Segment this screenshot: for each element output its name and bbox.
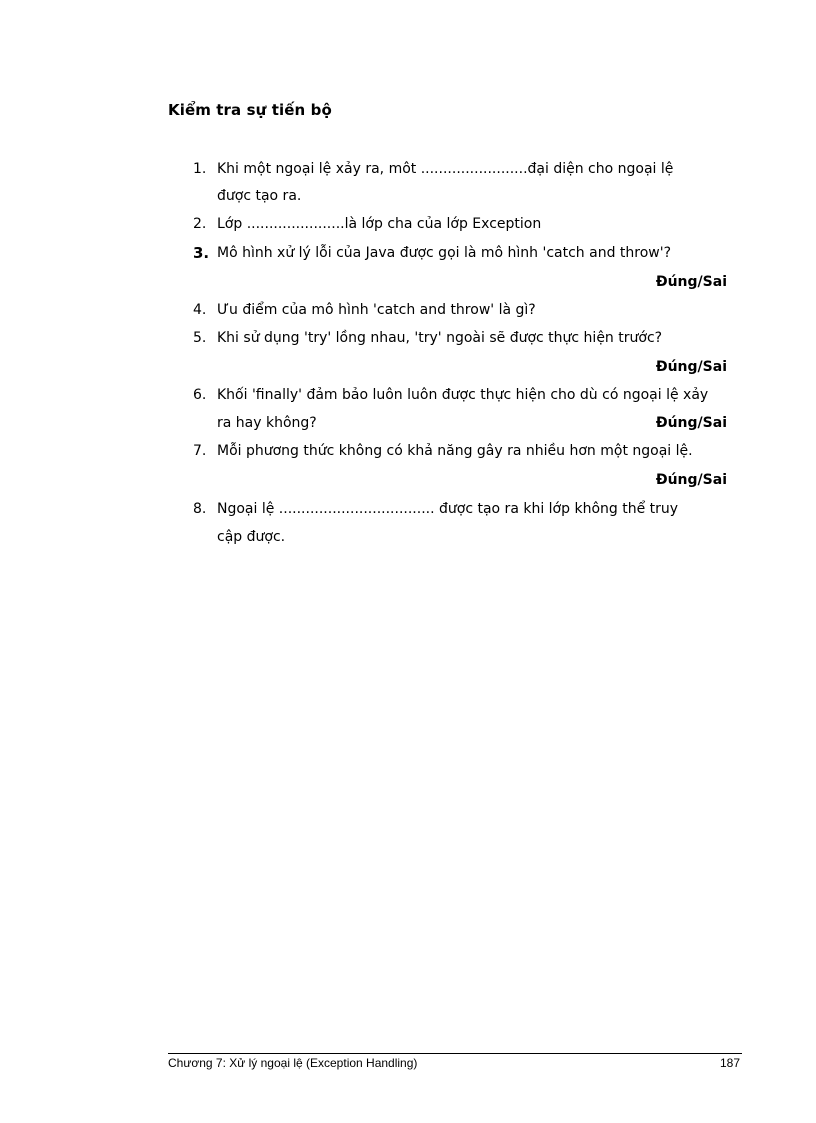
question-text-continued: ra hay không? bbox=[217, 415, 317, 431]
question-number: 8. bbox=[193, 501, 207, 517]
true-false-answer: Đúng/Sai bbox=[655, 415, 727, 431]
question-number: 3. bbox=[193, 244, 210, 262]
question-text: Khối 'finally' đảm bảo luôn luôn được thực hiện cho dù có ngoại lệ xảy bbox=[217, 387, 709, 403]
footer-divider bbox=[168, 1053, 742, 1054]
question-number: 6. bbox=[193, 387, 207, 403]
page-number: 187 bbox=[719, 1056, 740, 1070]
question-text-continued: được tạo ra. bbox=[217, 188, 302, 204]
question-text: Mỗi phương thức không có khả năng gây ra nhiều hơn một ngoại lệ. bbox=[217, 443, 693, 459]
true-false-answer: Đúng/Sai bbox=[655, 359, 727, 375]
question-number: 7. bbox=[193, 443, 207, 459]
question-number: 2. bbox=[193, 216, 207, 232]
question-number: 5. bbox=[193, 330, 207, 346]
question-text: Khi sử dụng 'try' lồng nhau, 'try' ngoài sẽ được thực hiện trước? bbox=[217, 330, 663, 346]
question-number: 1. bbox=[193, 161, 207, 177]
question-text-continued: cập được. bbox=[217, 529, 286, 545]
question-text: Ưu điểm của mô hình 'catch and throw' là gì? bbox=[217, 302, 536, 318]
question-number: 4. bbox=[193, 302, 207, 318]
true-false-answer: Đúng/Sai bbox=[655, 472, 727, 488]
question-text: Ngoại lệ ................................... được tạo ra khi lớp không thể truy bbox=[217, 501, 679, 517]
footer-chapter-title: Chương 7: Xử lý ngoại lệ (Exception Handling) bbox=[168, 1056, 418, 1070]
true-false-answer: Đúng/Sai bbox=[655, 274, 727, 290]
question-text: Khi một ngoại lệ xảy ra, môt ........................đại diện cho ngoại lệ bbox=[217, 161, 674, 177]
section-heading: Kiểm tra sự tiến bộ bbox=[168, 101, 332, 119]
question-text: Mô hình xử lý lỗi của Java được gọi là mô hình 'catch and throw'? bbox=[217, 245, 672, 261]
question-text: Lớp ......................là lớp cha của lớp Exception bbox=[217, 216, 542, 232]
